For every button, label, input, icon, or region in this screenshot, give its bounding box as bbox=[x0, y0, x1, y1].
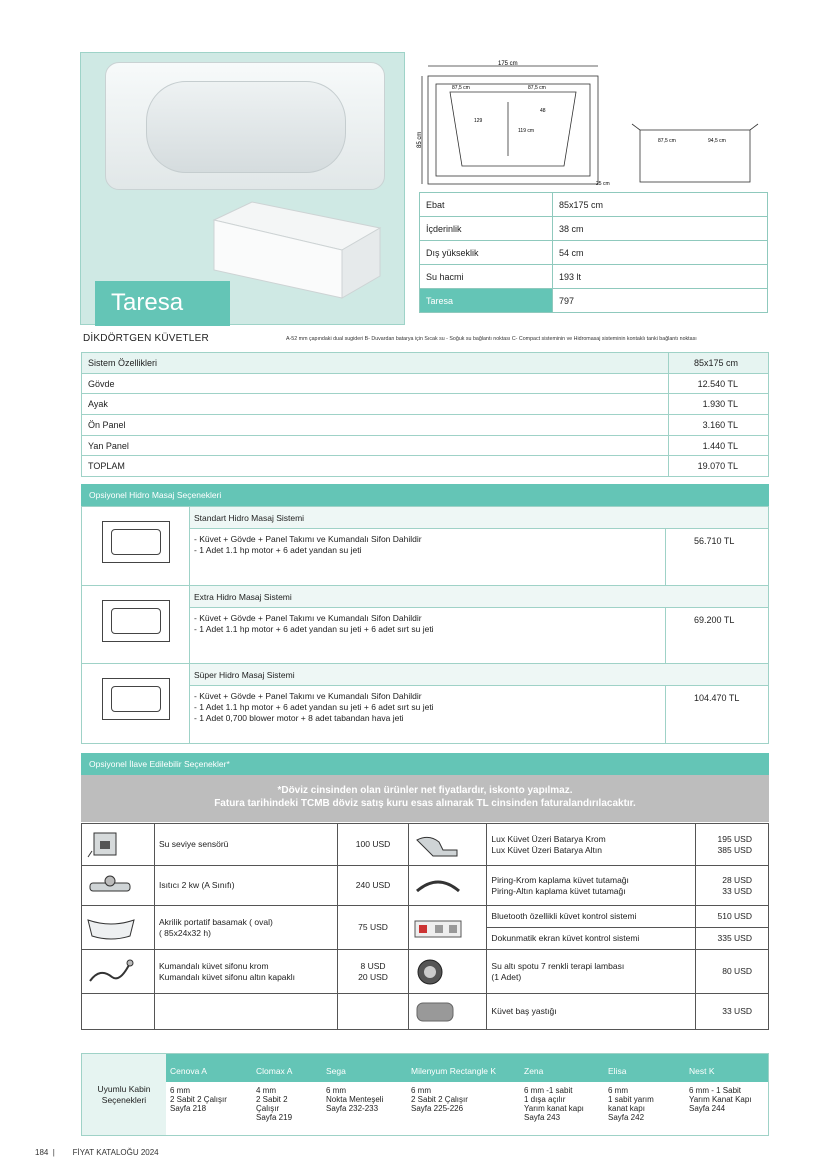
hydro-description bbox=[190, 608, 666, 663]
extra-price: 510 USD bbox=[696, 906, 769, 928]
footer: 184 | FİYAT KATALOĞU 2024 bbox=[35, 1148, 159, 1157]
system-row bbox=[82, 415, 769, 436]
faucet-icon bbox=[413, 832, 463, 858]
system-price: 1.440 TL bbox=[669, 435, 769, 456]
hydro-options bbox=[81, 506, 769, 744]
extra-price: 385 USD bbox=[717, 844, 752, 855]
compat-detail-line: Sayfa 225-226 bbox=[411, 1104, 464, 1113]
extra-price: 28 USD bbox=[722, 874, 752, 885]
hydro-feature: - Küvet + Gövde + Panel Takımı ve Kumandalı Sifon Dahildir bbox=[194, 691, 422, 701]
compat-detail-line: 1 sabit yarım bbox=[608, 1095, 654, 1104]
hydro-price: 56.710 TL bbox=[694, 536, 735, 546]
hydro-feature: - 1 Adet 1.1 hp motor + 6 adet yandan su jeti + 6 adet sırt su jeti bbox=[194, 702, 434, 712]
system-row bbox=[82, 394, 769, 415]
compat-cabin-details bbox=[407, 1086, 520, 1113]
extra-name: Lux Küvet Üzeri Batarya Krom bbox=[491, 833, 606, 844]
compat-cabin-name: Sega bbox=[322, 1054, 407, 1082]
system-price: 12.540 TL bbox=[669, 373, 769, 394]
dim-label: 119 cm bbox=[518, 128, 535, 134]
compat-cabin-name: Elisa bbox=[604, 1054, 685, 1082]
extra-price: 240 USD bbox=[337, 866, 409, 906]
bathtub-panel-photo bbox=[212, 200, 382, 300]
spec-value: 85x175 cm bbox=[553, 193, 768, 217]
extra-name: Piring-Krom kaplama küvet tutamağı bbox=[491, 874, 629, 885]
spec-table bbox=[419, 192, 768, 313]
hydro-price: 69.200 TL bbox=[694, 615, 735, 625]
spec-value: 797 bbox=[553, 289, 768, 313]
extra-name: Piring-Altın kaplama küvet tutamağı bbox=[491, 885, 626, 896]
system-row bbox=[82, 435, 769, 456]
spec-row bbox=[420, 241, 768, 265]
extra-name: Su seviye sensörü bbox=[154, 824, 337, 866]
compat-cabin-details bbox=[685, 1086, 768, 1113]
spec-row bbox=[420, 217, 768, 241]
compat-detail-line: 1 dışa açılır bbox=[524, 1095, 566, 1104]
system-header-row bbox=[82, 353, 769, 374]
hydro-option bbox=[82, 507, 768, 585]
extra-name: (1 Adet) bbox=[491, 971, 522, 982]
dim-label: 48 bbox=[540, 108, 546, 114]
compat-detail-line: Sayfa 242 bbox=[608, 1113, 645, 1122]
compat-cabin-name: Cenova A bbox=[166, 1054, 252, 1082]
compat-detail-line: Sayfa 219 bbox=[256, 1113, 293, 1122]
hydro-diagram bbox=[82, 507, 190, 585]
compat-detail-line: 4 mm bbox=[256, 1086, 276, 1095]
extras-table bbox=[81, 823, 769, 1030]
compat-detail-line: 6 mm -1 sabit bbox=[524, 1086, 573, 1095]
system-row bbox=[82, 456, 769, 477]
spec-row bbox=[420, 265, 768, 289]
system-label: TOPLAM bbox=[82, 456, 669, 477]
spec-label: Su hacmi bbox=[420, 265, 553, 289]
hydro-price: 104.470 TL bbox=[694, 693, 740, 703]
extra-name: Isıtıcı 2 kw (A Sınıfı) bbox=[154, 866, 337, 906]
extra-price: 80 USD bbox=[696, 950, 769, 994]
compat-detail-line: 6 mm bbox=[326, 1086, 346, 1095]
spec-row bbox=[420, 289, 768, 313]
compatible-cabins bbox=[81, 1053, 769, 1136]
system-header-label: Sistem Özellikleri bbox=[82, 353, 669, 374]
water-level-sensor-icon bbox=[86, 829, 126, 861]
bathtub-top-photo bbox=[105, 62, 385, 190]
hydro-feature: - Küvet + Gövde + Panel Takımı ve Kumandalı Sifon Dahildir bbox=[194, 613, 422, 623]
hydro-description bbox=[190, 686, 666, 743]
spec-value: 54 cm bbox=[553, 241, 768, 265]
drain-icon bbox=[86, 957, 136, 987]
dim-label: 94,5 cm bbox=[708, 138, 726, 144]
system-label: Gövde bbox=[82, 373, 669, 394]
spec-label: Ebat bbox=[420, 193, 553, 217]
system-row bbox=[82, 373, 769, 394]
compat-cabin-name: Nest K bbox=[685, 1054, 768, 1082]
headrest-icon bbox=[413, 999, 457, 1025]
spec-value: 193 lt bbox=[553, 265, 768, 289]
currency-notice bbox=[81, 775, 769, 822]
hydro-diagram bbox=[82, 664, 190, 743]
hydro-option-name: Süper Hidro Masaj Sistemi bbox=[190, 664, 768, 686]
extras-row bbox=[82, 824, 769, 866]
dim-label: 87,5 cm bbox=[452, 85, 470, 91]
hydro-option-name: Extra Hidro Masaj Sistemi bbox=[190, 586, 768, 608]
extra-name: Küvet baş yastığı bbox=[487, 994, 696, 1030]
compat-detail-line: 6 mm - 1 Sabit bbox=[689, 1086, 742, 1095]
system-label: Yan Panel bbox=[82, 435, 669, 456]
compat-detail-line: 6 mm bbox=[608, 1086, 628, 1095]
hydro-option bbox=[82, 663, 768, 743]
spec-label: Dış yükseklik bbox=[420, 241, 553, 265]
extras-row bbox=[82, 994, 769, 1030]
compat-detail-line: 2 Sabit 2 Çalışır bbox=[411, 1095, 468, 1104]
extras-section-title: Opsiyonel İlave Edilebilir Seçenekler* bbox=[81, 753, 769, 775]
system-header-value: 85x175 cm bbox=[669, 353, 769, 374]
page-number: 184 bbox=[35, 1148, 49, 1157]
extra-name: Akrilik portatif basamak ( oval) bbox=[158, 916, 273, 927]
compat-cabin-details bbox=[322, 1086, 407, 1113]
dim-label: 129 bbox=[474, 118, 483, 124]
extra-name: ( 85x24x32 h) bbox=[158, 927, 211, 938]
hydro-feature: - 1 Adet 0,700 blower motor + 8 adet tabandan hava jeti bbox=[194, 713, 404, 723]
compat-detail-line: Yarım kanat kapı bbox=[524, 1104, 584, 1113]
compat-detail-line: kanat kapı bbox=[608, 1104, 645, 1113]
category-title: DİKDÖRTGEN KÜVETLER bbox=[83, 333, 209, 344]
extra-name: Dokunmatik ekran küvet kontrol sistemi bbox=[487, 928, 696, 950]
extras-row bbox=[82, 866, 769, 906]
system-label: Ayak bbox=[82, 394, 669, 415]
compat-detail-line: 2 Sabit 2 bbox=[256, 1095, 288, 1104]
extra-price: 75 USD bbox=[337, 906, 409, 950]
extra-name: Su altı spotu 7 renkli terapi lambası bbox=[491, 960, 625, 971]
extra-price: 8 USD bbox=[360, 960, 386, 971]
extras-row bbox=[82, 906, 769, 928]
compat-cabin-details bbox=[604, 1086, 685, 1122]
hydro-feature: - Küvet + Gövde + Panel Takımı ve Kumandalı Sifon Dahildir bbox=[194, 534, 422, 544]
dim-label: 25 cm bbox=[596, 181, 610, 187]
compat-detail-line: Sayfa 243 bbox=[524, 1113, 561, 1122]
compat-detail-line: Yarım Kanat Kapı bbox=[689, 1095, 752, 1104]
extra-price: 195 USD bbox=[717, 833, 752, 844]
spec-label: Taresa bbox=[420, 289, 553, 313]
extra-price: 335 USD bbox=[696, 928, 769, 950]
hydro-section-title: Opsiyonel Hidro Masaj Seçenekleri bbox=[81, 484, 769, 506]
compat-detail-line: 2 Sabit 2 Çalışır bbox=[170, 1095, 227, 1104]
system-price: 19.070 TL bbox=[669, 456, 769, 477]
compat-title: Uyumlu Kabin Seçenekleri bbox=[82, 1054, 166, 1135]
compat-cabin-details bbox=[166, 1086, 252, 1113]
extra-name: Bluetooth özellikli küvet kontrol sistemi bbox=[487, 906, 696, 928]
extra-price: 33 USD bbox=[722, 885, 752, 896]
extra-name: Lux Küvet Üzeri Batarya Altın bbox=[491, 844, 602, 855]
spotlight-icon bbox=[413, 957, 447, 987]
hydro-description bbox=[190, 529, 666, 585]
extra-name: Kumandalı küvet sifonu krom bbox=[158, 960, 269, 971]
compat-detail-line: Nokta Menteşeli bbox=[326, 1095, 384, 1104]
grab-handle-icon bbox=[413, 875, 463, 897]
compat-detail-line: 6 mm bbox=[170, 1086, 190, 1095]
dim-label: 87,5 cm bbox=[528, 85, 546, 91]
catalog-title: FİYAT KATALOĞU 2024 bbox=[72, 1148, 159, 1157]
drawing-notes: A-52 mm çapındaki dual sugideri B- Duvardan batarya için Sıcak su - Soğuk su bağlantı noktası C- Compact sisteminin ve Hidromasaj sisteminin kontaklı tanki bağlantı noktası bbox=[286, 336, 697, 342]
hydro-feature: - 1 Adet 1.1 hp motor + 6 adet yandan su jeti + 6 adet sırt su jeti bbox=[194, 624, 434, 634]
system-price: 3.160 TL bbox=[669, 415, 769, 436]
compat-cabin-name: Milenyum Rectangle K bbox=[407, 1054, 520, 1082]
compat-cabin-details bbox=[520, 1086, 604, 1122]
compat-cabin-details bbox=[252, 1086, 322, 1122]
dim-label: 87,5 cm bbox=[658, 138, 676, 144]
product-name: Taresa bbox=[95, 281, 230, 326]
compat-detail-line: Sayfa 232-233 bbox=[326, 1104, 379, 1113]
hydro-option bbox=[82, 585, 768, 663]
extra-name: Kumandalı küvet sifonu altın kapaklı bbox=[158, 971, 296, 982]
system-label: Ön Panel bbox=[82, 415, 669, 436]
system-price-table bbox=[81, 352, 769, 477]
hydro-diagram bbox=[82, 586, 190, 663]
drawing-width: 85 cm bbox=[417, 131, 423, 148]
compat-detail-line: Sayfa 218 bbox=[170, 1104, 207, 1113]
drawing-length: 175 cm bbox=[498, 61, 518, 67]
currency-notice-line: *Döviz cinsinden olan ürünler net fiyatlardır, iskonto yapılmaz. bbox=[277, 785, 573, 796]
currency-notice-line: Fatura tarihindeki TCMB döviz satış kuru esas alınarak TL cinsinden faturalandırılacaktır. bbox=[214, 798, 636, 809]
spec-value: 38 cm bbox=[553, 217, 768, 241]
system-price: 1.930 TL bbox=[669, 394, 769, 415]
extra-price: 33 USD bbox=[696, 994, 769, 1030]
step-icon bbox=[86, 914, 136, 942]
spec-row bbox=[420, 193, 768, 217]
extra-price: 20 USD bbox=[358, 971, 388, 982]
extra-price: 100 USD bbox=[337, 824, 409, 866]
compat-cabin-name: Zena bbox=[520, 1054, 604, 1082]
hydro-feature: - 1 Adet 1.1 hp motor + 6 adet yandan su jeti bbox=[194, 545, 362, 555]
compat-cabin-name: Clomax A bbox=[252, 1054, 322, 1082]
compat-detail-line: Çalışır bbox=[256, 1104, 280, 1113]
compat-detail-line: Sayfa 244 bbox=[689, 1104, 726, 1113]
hydro-option-name: Standart Hidro Masaj Sistemi bbox=[190, 507, 768, 529]
extras-row bbox=[82, 950, 769, 994]
spec-label: İçderinlik bbox=[420, 217, 553, 241]
control-panel-icon bbox=[413, 915, 463, 941]
heater-icon bbox=[86, 873, 136, 899]
compat-detail-line: 6 mm bbox=[411, 1086, 431, 1095]
